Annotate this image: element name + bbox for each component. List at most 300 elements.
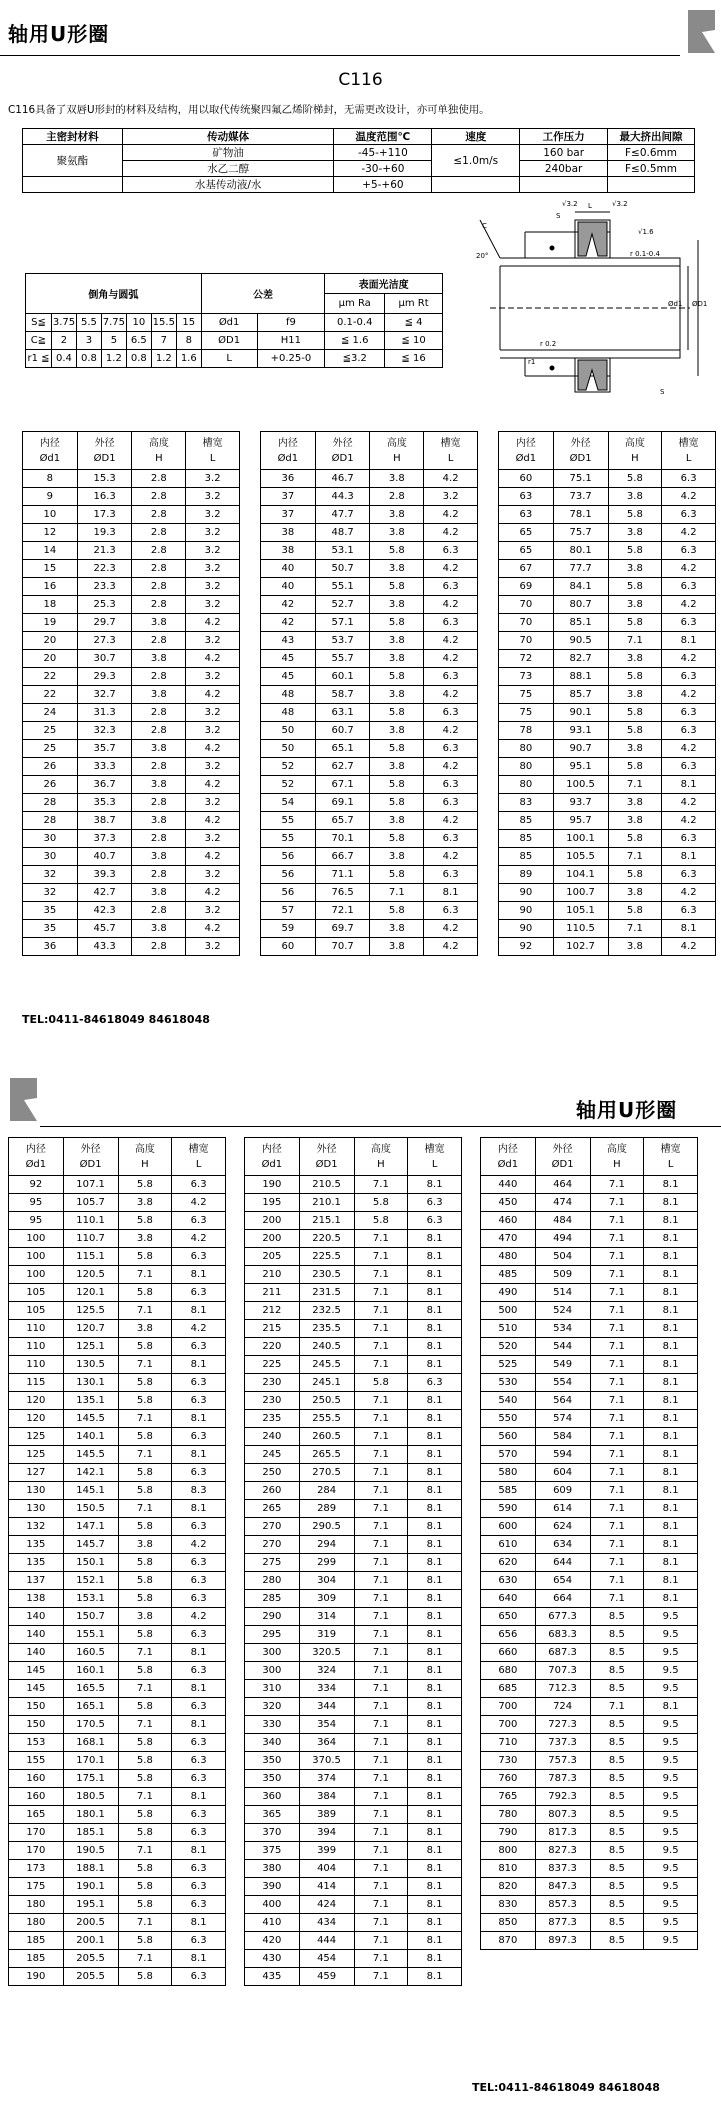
table-cell: 160.1 [63,1662,118,1680]
table-cell: 6.3 [662,542,716,560]
table-cell: 6.3 [424,704,478,722]
table-cell: 7.1 [590,1248,644,1266]
table-cell: 8.5 [590,1770,644,1788]
table-cell: 80.1 [553,542,608,560]
table-row [499,668,716,686]
table-cell: 6.3 [662,722,716,740]
table-cell: 8.5 [590,1932,644,1950]
table-row [499,632,716,650]
table-cell: 6.3 [172,1338,226,1356]
table-row [499,614,716,632]
table-cell: 75 [499,704,554,722]
table-row [481,1824,698,1842]
table-cell: 42.3 [77,902,132,920]
table-row [499,560,716,578]
table-row [9,1392,226,1410]
table-cell: 4.2 [424,722,478,740]
table-row [261,938,478,956]
table-cell: 7.1 [590,1590,644,1608]
table-cell: 4.2 [424,938,478,956]
table-cell: 4.2 [172,1230,226,1248]
table-row [481,1536,698,1554]
table-cell: 47.7 [315,506,370,524]
table-cell: 125.5 [63,1302,118,1320]
surface-rt: ≦ 10 [385,332,443,350]
tolerance-item: ØD1 [201,332,257,350]
table-cell: 700 [481,1716,536,1734]
spec-empty [608,177,695,193]
table-cell: 150.1 [63,1554,118,1572]
table-row [245,1698,462,1716]
table-cell: 6.3 [172,1284,226,1302]
table-cell: 620 [481,1554,536,1572]
table-cell: 5.8 [118,1284,172,1302]
table-cell: 7.1 [590,1194,644,1212]
table-row [9,1518,226,1536]
table-row [9,1356,226,1374]
table-cell: 5.8 [370,866,424,884]
table-cell: 66.7 [315,848,370,866]
table-cell: 5.8 [608,758,662,776]
table-cell: 2.8 [132,488,186,506]
table-row [481,1860,698,1878]
table-cell: 6.3 [424,866,478,884]
table-cell: 59 [261,920,316,938]
table-cell: 3.8 [370,920,424,938]
table-cell: 120.1 [63,1284,118,1302]
table-cell: 7.1 [354,1392,408,1410]
table-cell: 215 [245,1320,300,1338]
table-row [245,1428,462,1446]
table-cell: 7.1 [354,1302,408,1320]
table-cell: 730 [481,1752,536,1770]
table-row [9,1536,226,1554]
table-cell: 245.1 [299,1374,354,1392]
table-cell: 80 [499,740,554,758]
table-cell: 255.5 [299,1410,354,1428]
chamfer-value: 3.75 [51,314,76,332]
table-cell: 30 [23,848,78,866]
table-cell: 200 [245,1212,300,1230]
table-cell: 8.3 [172,1482,226,1500]
table-cell: 8.1 [644,1698,698,1716]
table-row [481,1770,698,1788]
table-cell: 82.7 [553,650,608,668]
table-row [23,578,240,596]
table-cell: 6.3 [662,902,716,920]
table-cell: 3.8 [132,650,186,668]
table-cell: 3.8 [132,686,186,704]
table-cell: 8.1 [644,1572,698,1590]
column-header: 槽宽 L [186,432,240,470]
table-cell: 155.1 [63,1626,118,1644]
column-header: 高度 H [354,1138,408,1176]
table-cell: 22 [23,668,78,686]
table-cell: 3.8 [118,1536,172,1554]
table-cell: 8 [23,470,78,488]
table-cell: 5.8 [370,794,424,812]
table-cell: 580 [481,1464,536,1482]
table-cell: 8.1 [662,848,716,866]
table-row [481,1806,698,1824]
table-cell: 75.7 [553,524,608,542]
table-cell: 190 [9,1968,64,1986]
table-cell: 8.1 [424,884,478,902]
table-cell: 4.2 [186,614,240,632]
table-cell: 514 [535,1284,590,1302]
table-cell: 3.8 [608,686,662,704]
diagram-label-d1: Ød1 [668,300,683,308]
table-cell: 8.1 [644,1482,698,1500]
table-cell: 5.8 [370,704,424,722]
table-cell: 4.2 [662,938,716,956]
table-cell: 4.2 [662,794,716,812]
table-cell: 460 [481,1212,536,1230]
table-cell: 36 [261,470,316,488]
table-cell: 3.8 [370,722,424,740]
table-cell: 8.5 [590,1734,644,1752]
spec-gap: F≤0.6mm [608,145,695,161]
table-cell: 55 [261,812,316,830]
chamfer-row-label: S≦ [26,314,52,332]
spec-media: 水乙二醇 [122,161,334,177]
table-cell: 857.3 [535,1896,590,1914]
diagram-label-l: L [588,202,592,210]
table-cell: 60 [499,470,554,488]
table-row [245,1392,462,1410]
table-cell: 205 [245,1248,300,1266]
table-row [23,812,240,830]
table-cell: 8.1 [644,1536,698,1554]
table-cell: 290.5 [299,1518,354,1536]
table-cell: 6.3 [172,1590,226,1608]
table-cell: 142.1 [63,1464,118,1482]
table-cell: 175 [9,1878,64,1896]
table-cell: 610 [481,1536,536,1554]
table-row [481,1626,698,1644]
table-cell: 4.2 [424,812,478,830]
table-row [261,776,478,794]
table-cell: 7.1 [354,1734,408,1752]
table-row [245,1338,462,1356]
table-cell: 6.3 [408,1374,462,1392]
table-cell: 16.3 [77,488,132,506]
table-row [9,1950,226,1968]
table-cell: 4.2 [424,920,478,938]
table-row [499,470,716,488]
table-cell: 3.2 [186,938,240,956]
table-cell: 480 [481,1248,536,1266]
table-cell: 7.1 [354,1410,408,1428]
table-cell: 470 [481,1230,536,1248]
chamfer-value: 1.6 [176,350,201,368]
table-row [9,1212,226,1230]
table-cell: 3.8 [370,848,424,866]
table-cell: 8.1 [408,1788,462,1806]
table-cell: 153.1 [63,1590,118,1608]
table-cell: 2.8 [132,632,186,650]
table-cell: 707.3 [535,1662,590,1680]
table-cell: 5.8 [118,1896,172,1914]
table-row [9,1320,226,1338]
table-cell: 7.1 [590,1410,644,1428]
table-cell: 160.5 [63,1644,118,1662]
table-cell: 8.1 [408,1482,462,1500]
table-cell: 44.3 [315,488,370,506]
chamfer-value: 0.8 [126,350,151,368]
table-cell: 200.5 [63,1914,118,1932]
table-row [23,596,240,614]
table-cell: 7.1 [590,1302,644,1320]
table-row [499,794,716,812]
table-cell: 145.5 [63,1446,118,1464]
table-row [23,848,240,866]
table-cell: 90 [499,902,554,920]
spec-pressure: 240bar [520,161,608,177]
table-cell: 5.8 [118,1968,172,1986]
table-row [481,1878,698,1896]
table-cell: 4.2 [424,758,478,776]
table-row [261,542,478,560]
table-cell: 8.1 [644,1518,698,1536]
table-cell: 225.5 [299,1248,354,1266]
table-cell: 727.3 [535,1716,590,1734]
table-cell: 350 [245,1770,300,1788]
table-cell: 32.3 [77,722,132,740]
table-cell: 280 [245,1572,300,1590]
table-cell: 300 [245,1662,300,1680]
table-cell: 73 [499,668,554,686]
table-cell: 309 [299,1590,354,1608]
table-row [499,902,716,920]
table-cell: 110 [9,1338,64,1356]
table-row [499,542,716,560]
column-header: 外径 ØD1 [299,1138,354,1176]
table-row [23,560,240,578]
table-cell: 454 [299,1950,354,1968]
table-cell: 712.3 [535,1680,590,1698]
surface-rt: ≦ 16 [385,350,443,368]
table-cell: 7.1 [590,1554,644,1572]
table-cell: 8.1 [408,1770,462,1788]
table-row [481,1266,698,1284]
table-cell: 8.1 [172,1644,226,1662]
table-cell: 42 [261,596,316,614]
table-cell: 100.1 [553,830,608,848]
table-cell: 240 [245,1428,300,1446]
table-cell: 8.1 [662,632,716,650]
table-cell: 284 [299,1482,354,1500]
table-cell: 724 [535,1698,590,1716]
table-row [245,1284,462,1302]
table-cell: 3.8 [608,812,662,830]
table-cell: 140 [9,1608,64,1626]
table-cell: 26 [23,776,78,794]
table-cell: 7.1 [590,1356,644,1374]
table-cell: 7.1 [354,1752,408,1770]
table-cell: 3.2 [186,722,240,740]
table-cell: 8.1 [408,1734,462,1752]
table-cell: 4.2 [186,920,240,938]
table-cell: 4.2 [172,1320,226,1338]
table-cell: 3.2 [186,830,240,848]
table-cell: 5.8 [118,1374,172,1392]
table-cell: 4.2 [662,524,716,542]
table-cell: 654 [535,1572,590,1590]
table-cell: 7.1 [354,1338,408,1356]
table-cell: 8.1 [644,1356,698,1374]
table-row [23,488,240,506]
table-cell: 48 [261,704,316,722]
table-row [245,1950,462,1968]
table-cell: 8.1 [644,1446,698,1464]
table-row [499,920,716,938]
table-cell: 130 [9,1500,64,1518]
table-row [9,1500,226,1518]
table-cell: 490 [481,1284,536,1302]
table-cell: 3.8 [608,524,662,542]
table-cell: 245.5 [299,1356,354,1374]
table-row [9,1608,226,1626]
table-cell: 300 [245,1644,300,1662]
table-cell: 145.5 [63,1410,118,1428]
column-header: 外径 ØD1 [315,432,370,470]
table-cell: 210.5 [299,1176,354,1194]
table-cell: 63 [499,506,554,524]
table-cell: 65 [499,542,554,560]
table-cell: 90.5 [553,632,608,650]
table-cell: 3.8 [132,920,186,938]
table-cell: 7.1 [590,1572,644,1590]
spec-header: 工作压力 [520,129,608,145]
table-row [245,1266,462,1284]
intro-text: C116具备了双唇U形封的材料及结构，用以取代传统聚四氟乙烯阶梯封，无需更改设计，亦可单独使用。 [8,104,490,116]
table-cell: 71.1 [315,866,370,884]
table-cell: 8.1 [172,1410,226,1428]
table-cell: 510 [481,1320,536,1338]
table-cell: 5.8 [118,1590,172,1608]
table-cell: 9 [23,488,78,506]
table-row [23,686,240,704]
table-cell: 69 [499,578,554,596]
table-row [9,1752,226,1770]
table-cell: 8.5 [590,1752,644,1770]
table-row [245,1788,462,1806]
table-cell: 5.8 [370,740,424,758]
table-cell: 7.1 [590,1464,644,1482]
table-cell: 40 [261,578,316,596]
table-cell: 175.1 [63,1770,118,1788]
table-cell: 7.1 [590,1338,644,1356]
table-row [9,1734,226,1752]
table-row [245,1572,462,1590]
table-cell: 100 [9,1266,64,1284]
table-row [9,1626,226,1644]
table-cell: 4.2 [662,650,716,668]
table-cell: 524 [535,1302,590,1320]
chamfer-value: 15.5 [151,314,176,332]
table-row [245,1500,462,1518]
table-cell: 135.1 [63,1392,118,1410]
table-cell: 424 [299,1896,354,1914]
table-cell: 28 [23,812,78,830]
table-row [245,1608,462,1626]
table-cell: 5.8 [118,1806,172,1824]
table-cell: 3.8 [370,506,424,524]
table-cell: 20 [23,632,78,650]
table-cell: 135 [9,1554,64,1572]
table-row [245,1302,462,1320]
table-cell: 8.1 [408,1590,462,1608]
table-cell: 4.2 [172,1608,226,1626]
table-cell: 40 [261,560,316,578]
column-header: 外径 ØD1 [77,432,132,470]
table-row [261,506,478,524]
tolerance-value: f9 [257,314,325,332]
table-cell: 494 [535,1230,590,1248]
table-row [23,920,240,938]
diagram-label-s: S [660,388,665,396]
table-cell: 145.7 [63,1536,118,1554]
table-cell: 434 [299,1914,354,1932]
table-cell: 35.7 [77,740,132,758]
table-cell: 6.3 [172,1248,226,1266]
table-cell: 145 [9,1680,64,1698]
table-cell: 5.8 [118,1464,172,1482]
table-cell: 7.1 [118,1356,172,1374]
table-cell: 168.1 [63,1734,118,1752]
table-cell: 60.1 [315,668,370,686]
table-cell: 7.1 [590,1428,644,1446]
table-cell: 125 [9,1446,64,1464]
table-cell: 7.1 [354,1626,408,1644]
column-header: 内径 Ød1 [245,1138,300,1176]
table-cell: 7.1 [354,1932,408,1950]
table-cell: 211 [245,1284,300,1302]
table-cell: 9.5 [644,1608,698,1626]
table-cell: 7.1 [608,848,662,866]
table-row [9,1482,226,1500]
table-cell: 7.1 [354,1878,408,1896]
column-header: 内径 Ød1 [9,1138,64,1176]
table-cell: 3.8 [370,596,424,614]
table-row [481,1788,698,1806]
table-cell: 212 [245,1302,300,1320]
table-cell: 220 [245,1338,300,1356]
table-cell: 3.8 [132,614,186,632]
table-row [9,1230,226,1248]
column-header: 外径 ØD1 [535,1138,590,1176]
table-cell: 760 [481,1770,536,1788]
table-cell: 8.1 [408,1680,462,1698]
table-cell: 22.3 [77,560,132,578]
table-cell: 93.7 [553,794,608,812]
table-row [9,1662,226,1680]
table-cell: 8.1 [172,1302,226,1320]
table-cell: 550 [481,1410,536,1428]
table-row [481,1230,698,1248]
table-cell: 8.1 [662,920,716,938]
size-table-2 [260,431,478,956]
table-cell: 3.8 [118,1230,172,1248]
table-row [23,866,240,884]
table-cell: 4.2 [662,740,716,758]
table-row [9,1464,226,1482]
table-cell: 69.7 [315,920,370,938]
table-cell: 5.8 [608,506,662,524]
table-cell: 7.1 [590,1176,644,1194]
table-cell: 3.2 [186,794,240,812]
